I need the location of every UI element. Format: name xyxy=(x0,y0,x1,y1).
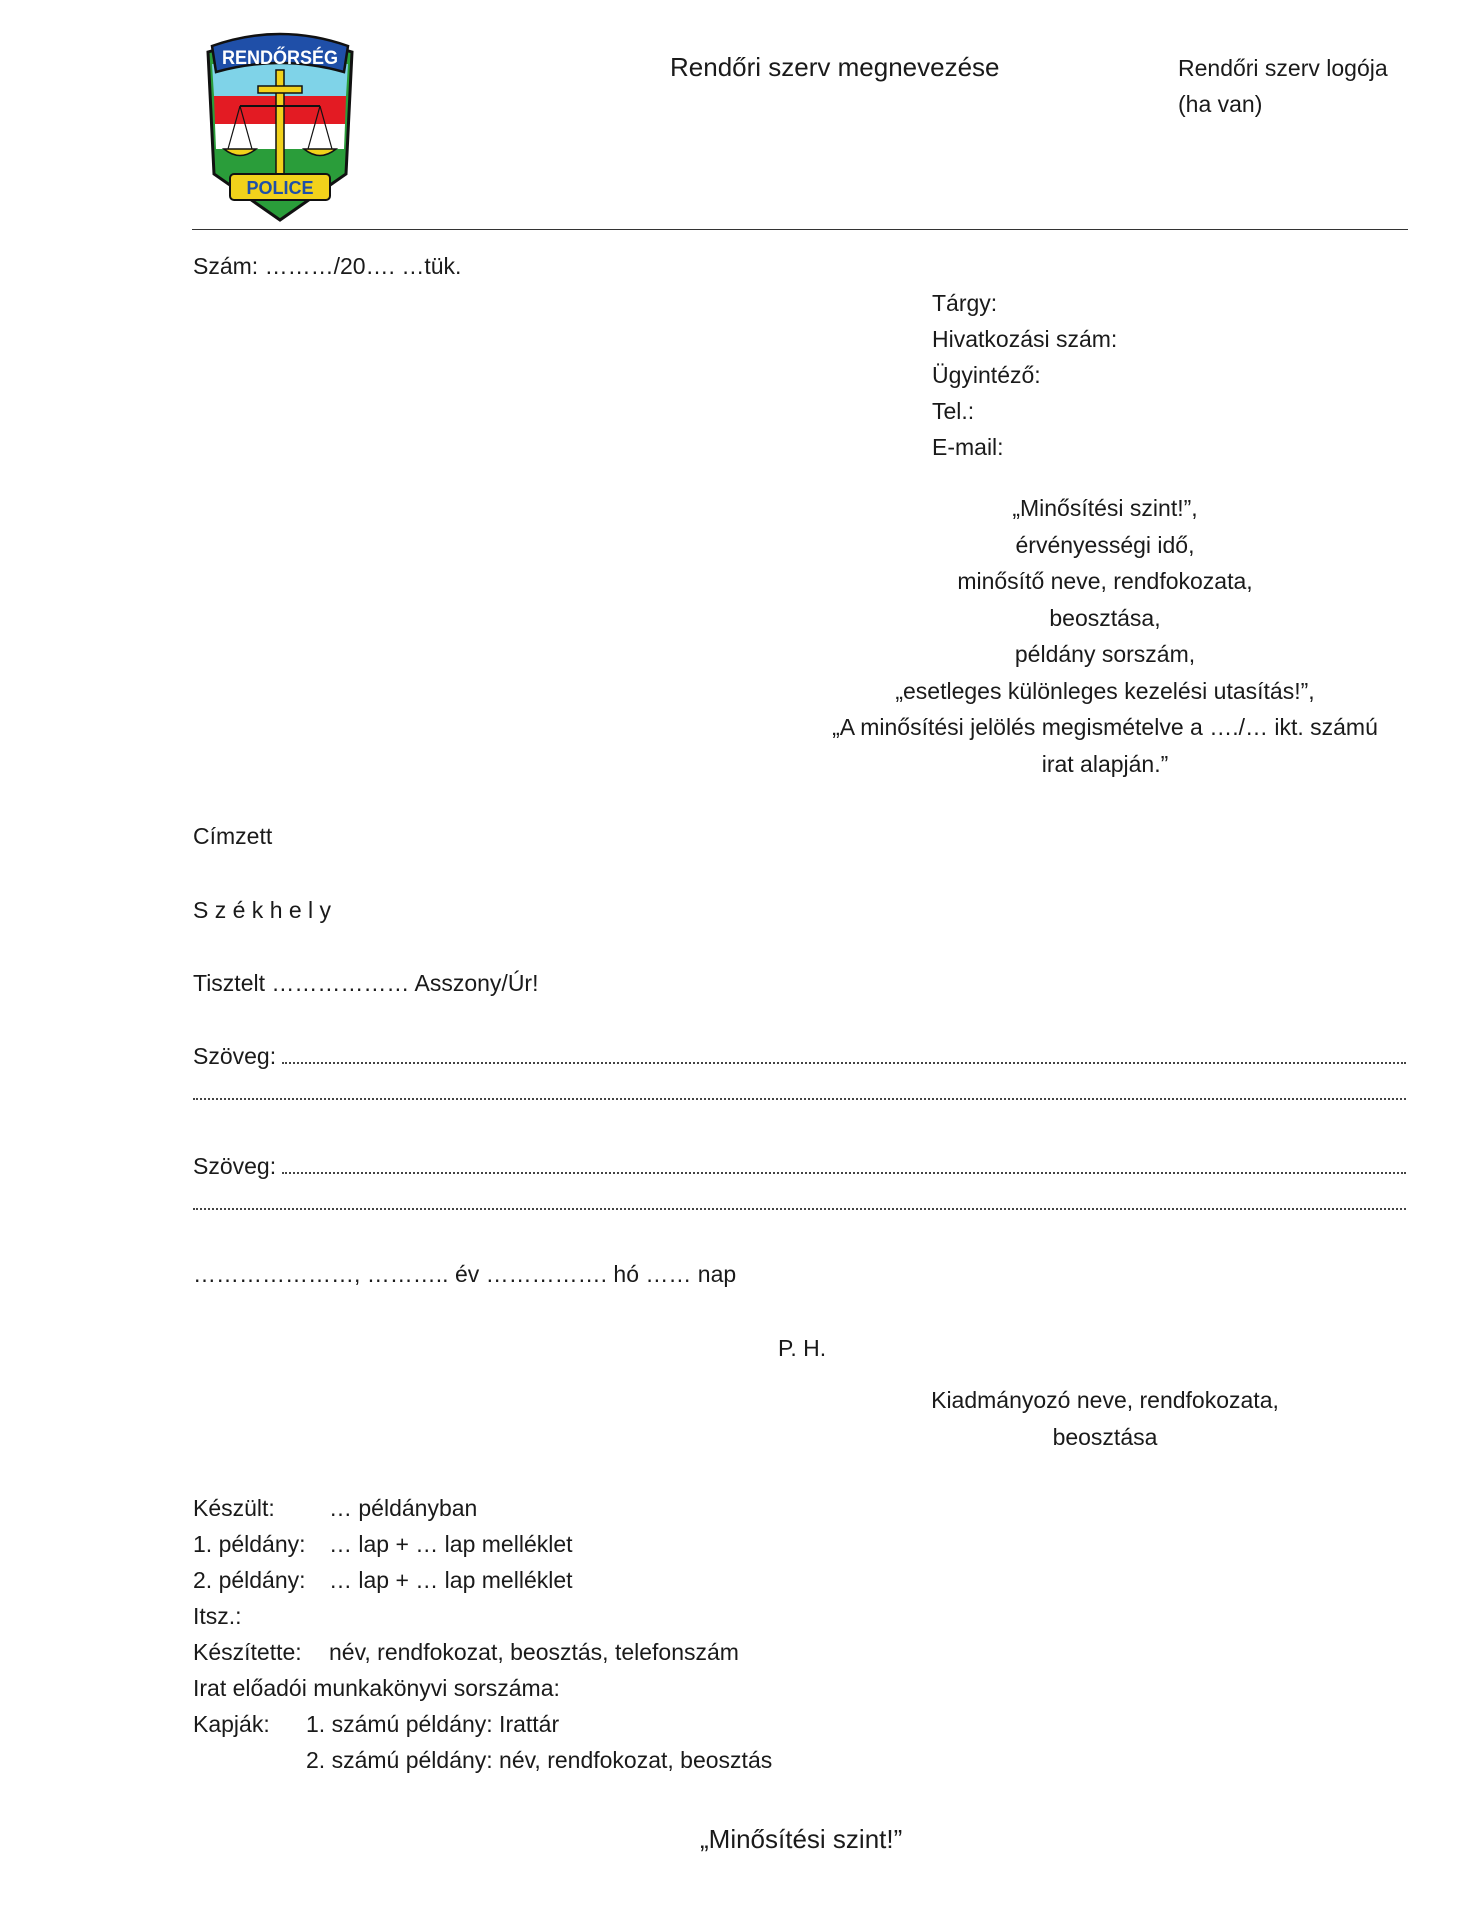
body-text-label-1: Szöveg: xyxy=(193,1043,277,1069)
footer-label: Itsz.: xyxy=(193,1603,242,1629)
logo-top-text: RENDŐRSÉG xyxy=(222,48,345,69)
footer-label: Készítette: xyxy=(193,1639,302,1665)
case-officer-label: Ügyintéző: xyxy=(932,362,1041,388)
classification-block xyxy=(825,490,1385,782)
classification-line: minősítő neve, rendfokozata, xyxy=(957,568,1253,594)
phone-label: Tel.: xyxy=(932,398,975,424)
classification-line: irat alapján.” xyxy=(1041,750,1169,777)
classification-line: „A minősítési jelölés megismételve a …./… ikt. számú xyxy=(832,714,1378,740)
signatory-position: beosztása xyxy=(1052,1423,1158,1450)
org-logo-label: Rendőri szerv logója xyxy=(1178,55,1388,81)
recipient-name: Címzett xyxy=(193,823,273,849)
dotted-line xyxy=(193,1098,1406,1100)
footer-value: … lap + … lap melléklet xyxy=(329,1531,573,1557)
footer-details xyxy=(193,1490,772,1778)
org-logo-note: (ha van) xyxy=(1178,91,1263,117)
footer-label: 2. példány: xyxy=(193,1567,306,1593)
email-label: E-mail: xyxy=(932,434,1004,460)
classification-line: „esetleges különleges kezelési utasítás!”, xyxy=(895,677,1315,704)
footer-row xyxy=(193,1598,772,1634)
date-line: …………………, ……….. év ……………. hó …… nap xyxy=(193,1261,737,1287)
reference-number-label: Hivatkozási szám: xyxy=(932,326,1118,352)
footer-row xyxy=(193,1490,772,1526)
dotted-line xyxy=(282,1062,1406,1064)
logo-bottom-text: POLICE xyxy=(246,178,314,198)
signatory-name: Kiadmányozó neve, rendfokozata, xyxy=(931,1387,1279,1413)
police-emblem-logo xyxy=(200,24,360,224)
subject-label: Tárgy: xyxy=(932,290,998,316)
classification-line: beosztása, xyxy=(1049,604,1161,631)
recipient-location: S z é k h e l y xyxy=(193,897,332,923)
classification-line: példány sorszám, xyxy=(1014,641,1196,667)
footer-row xyxy=(193,1562,772,1598)
reference-number: Szám: ………/20…. …tük. xyxy=(193,253,462,279)
footer-value: … példányban xyxy=(329,1495,478,1521)
body-text-label-2: Szöveg: xyxy=(193,1153,277,1179)
footer-row xyxy=(193,1526,772,1562)
meta-fields xyxy=(932,285,1117,465)
classification-line: „Minősítési szint!”, xyxy=(1012,495,1198,521)
classification-line: érvényességi idő, xyxy=(1015,531,1195,558)
footer-value: név, rendfokozat, beosztás, telefonszám xyxy=(329,1639,739,1665)
recipients-item: 2. számú példány: név, rendfokozat, beosztás xyxy=(306,1747,773,1773)
stamp-placeholder: P. H. xyxy=(778,1335,827,1361)
footer-label: Készült: xyxy=(193,1495,275,1521)
footer-value: … lap + … lap melléklet xyxy=(329,1567,573,1593)
salutation: Tisztelt ……………… Asszony/Úr! xyxy=(193,970,539,996)
footer-classification: „Minősítési szint!” xyxy=(700,1824,903,1854)
footer-row xyxy=(193,1634,772,1670)
header-divider xyxy=(192,229,1408,230)
dotted-line xyxy=(193,1208,1406,1210)
dotted-line xyxy=(282,1172,1406,1174)
org-name: Rendőri szerv megnevezése xyxy=(670,52,1000,82)
footer-label: 1. példány: xyxy=(193,1531,306,1557)
recipients-row xyxy=(193,1706,772,1742)
recipients-row xyxy=(193,1742,772,1778)
signatory-block xyxy=(905,1382,1305,1455)
register-line: Irat előadói munkakönyvi sorszáma: xyxy=(193,1675,560,1701)
recipients-label: Kapják: xyxy=(193,1711,270,1737)
recipients-item: 1. számú példány: Irattár xyxy=(306,1711,560,1737)
